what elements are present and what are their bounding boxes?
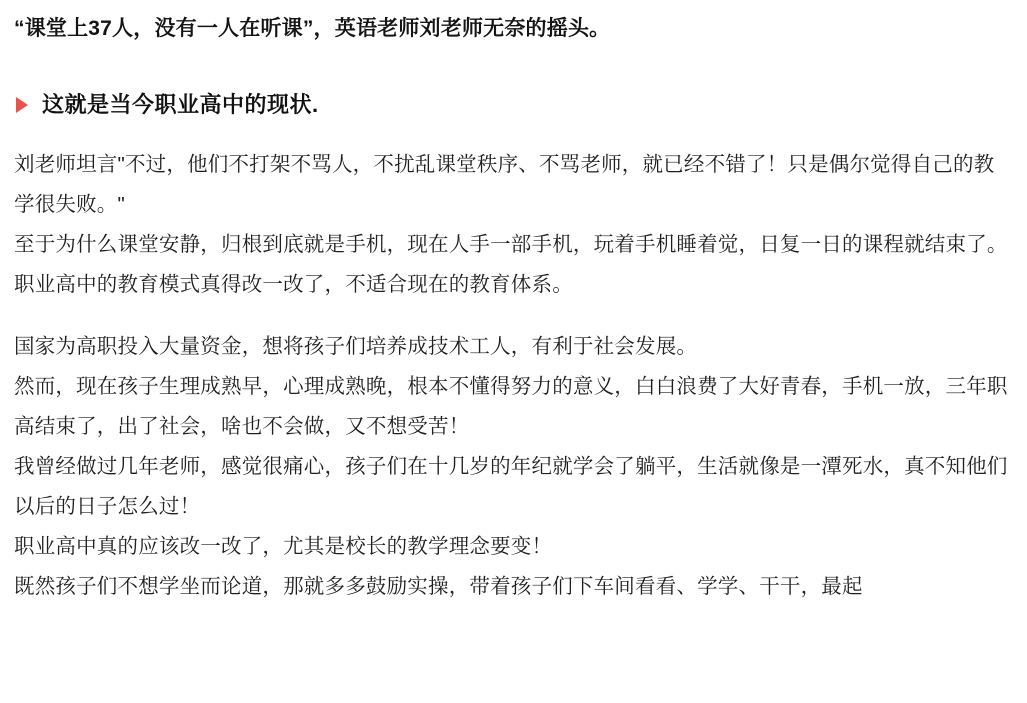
paragraph: 至于为什么课堂安静，归根到底就是手机，现在人手一部手机，玩着手机睡着觉，日复一日的课程就结束了。: [14, 233, 1008, 256]
body-block-1: [14, 145, 1013, 305]
paragraph: 国家为高职投入大量资金，想将孩子们培养成技术工人，有利于社会发展。: [14, 335, 698, 358]
lead-paragraph: “课堂上37人，没有一人在听课”，英语老师刘老师无奈的摇头。: [14, 17, 611, 40]
paragraph: 职业高中真的应该改一改了，尤其是校长的教学理念要变！: [14, 535, 553, 558]
paragraph: 刘老师坦言"不过，他们不打架不骂人，不扰乱课堂秩序、不骂老师，就已经不错了！只是偶尔觉得自己的教学很失败。": [14, 153, 995, 216]
paragraph: 然而，现在孩子生理成熟早，心理成熟晚，根本不懂得努力的意义，白白浪费了大好青春，手机一放，三年职高结束了，出了社会，啥也不会做，又不想受苦！: [14, 375, 1008, 438]
paragraph: 我曾经做过几年老师，感觉很痛心，孩子们在十几岁的年纪就学会了躺平，生活就像是一潭死水，真不知他们以后的日子怎么过！: [14, 455, 1008, 518]
triangle-right-icon: [16, 97, 28, 113]
section-heading: [14, 88, 1013, 119]
section-heading-text: 这就是当今职业高中的现状.: [42, 92, 319, 117]
paragraph-spacer: [14, 305, 1013, 327]
paragraph: 既然孩子们不想学坐而论道，那就多多鼓励实操，带着孩子们下车间看看、学学、干干，最起: [14, 575, 863, 598]
paragraph: 职业高中的教育模式真得改一改了，不适合现在的教育体系。: [14, 273, 573, 296]
body-block-2: [14, 327, 1013, 607]
